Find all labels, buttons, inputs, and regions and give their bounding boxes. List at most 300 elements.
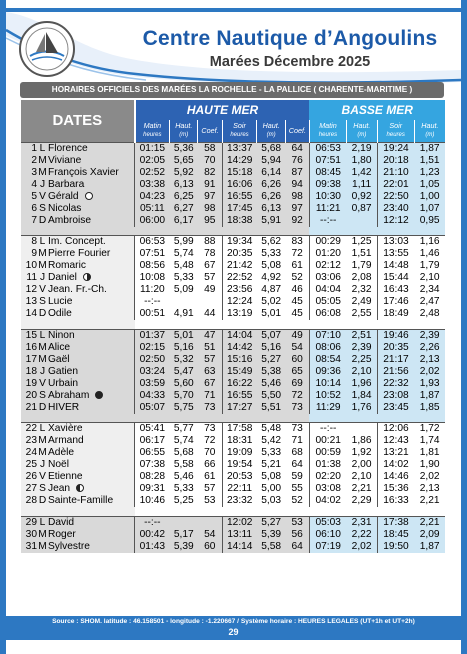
tide-row (21, 272, 445, 284)
saint-name: Gatien (48, 365, 79, 377)
date-cell (21, 378, 135, 390)
basse-mer-value: 1,25 (347, 236, 378, 249)
haute-mer-value: 5,00 (257, 483, 285, 495)
day-number: 3 (31, 166, 37, 178)
haute-mer-value: 07:51 (135, 248, 170, 260)
header-unit: (m) (266, 132, 276, 139)
saint-name: Gaël (48, 353, 70, 365)
haute-mer-value: 08:56 (135, 260, 170, 272)
header-label: Soir (233, 120, 246, 130)
spacer-cell (222, 507, 257, 516)
haute-mer-value: 78 (198, 248, 222, 260)
tide-row (21, 260, 445, 272)
haute-mer-value: 57 (198, 354, 222, 366)
haute-mer-value: 4,87 (257, 284, 285, 296)
haute-mer-value: 10:46 (135, 495, 170, 507)
basse-mer-value: 09:38 (309, 179, 346, 191)
haute-mer-value: 5,32 (170, 354, 198, 366)
basse-mer-value: 06:10 (309, 529, 346, 541)
dates-header: DATES (21, 100, 135, 142)
saint-name: Daniel (48, 272, 77, 283)
basse-mer-value: 1,00 (414, 191, 445, 203)
saint-name: Ambroise (48, 214, 92, 226)
haute-mer-value: 13:11 (222, 529, 257, 541)
basse-mer-value: 14:02 (377, 459, 414, 471)
basse-mer-value: 06:53 (309, 142, 346, 155)
basse-mer-value: 02:20 (309, 471, 346, 483)
day-number: 13 (25, 296, 37, 307)
date-cell (21, 308, 135, 320)
haute-mer-value: 45 (285, 296, 309, 308)
spacer-cell (170, 414, 198, 423)
date-cell (21, 203, 135, 215)
day-number: 9 (31, 248, 37, 259)
header-label: Matin (319, 120, 337, 130)
saint-name: Romaric (48, 260, 86, 271)
haute-mer-value: 5,50 (257, 390, 285, 402)
basse-mer-value: 1,51 (347, 248, 378, 260)
date-cell (21, 329, 135, 342)
basse-mer-value: 1,16 (414, 236, 445, 249)
basse-mer-value: 2,22 (347, 529, 378, 541)
basse-mer-value: 2,39 (347, 342, 378, 354)
haute-mer-value: 22:52 (222, 272, 257, 284)
basse-mer-value: 07:19 (309, 541, 346, 553)
day-number: 30 (25, 528, 37, 540)
basse-mer-value: 1,46 (414, 248, 445, 260)
tide-row (21, 296, 445, 308)
haute-mer-value: 6,26 (257, 191, 285, 203)
basse-mer-value: 1,81 (414, 447, 445, 459)
group-spacer (21, 507, 445, 516)
spacer-cell (377, 414, 414, 423)
haute-mer-value: 5,33 (257, 248, 285, 260)
basse-mer-value: --:-- (309, 423, 346, 436)
basse-mer-value: 2,09 (414, 529, 445, 541)
haute-mer-value: 18:31 (222, 435, 257, 447)
haute-mer-value: 5,74 (170, 248, 198, 260)
haute-mer-value: 05:07 (135, 402, 170, 414)
basse-mer-value: 19:24 (377, 142, 414, 155)
haute-mer-value: 5,46 (257, 378, 285, 390)
haute-mer-value: 73 (198, 423, 222, 436)
date-cell (21, 260, 135, 272)
basse-mer-value: 2,34 (414, 284, 445, 296)
day-letter: M (38, 353, 47, 365)
day-letter: J (39, 365, 46, 377)
tide-row (21, 203, 445, 215)
day-letter: M (38, 248, 47, 259)
header-label: Soir (389, 120, 403, 130)
haute-mer-value: 45 (285, 308, 309, 320)
haute-mer-value: 15:16 (222, 354, 257, 366)
haute-mer-value: 5,08 (257, 471, 285, 483)
haute-mer-value: 5,36 (170, 142, 198, 155)
spacer-cell (414, 227, 445, 236)
spacer-cell (414, 320, 445, 329)
basse-mer-value: 0,87 (347, 203, 378, 215)
date-cell (21, 248, 135, 260)
basse-mer-value: 12:43 (377, 435, 414, 447)
header-unit: heures (386, 132, 405, 139)
haute-mer-value: 5,17 (170, 529, 198, 541)
date-cell (21, 516, 135, 529)
haute-mer-value: 5,38 (257, 366, 285, 378)
day-number: 5 (31, 190, 37, 202)
date-cell (21, 179, 135, 191)
haute-mer-value: 92 (285, 215, 309, 227)
day-letter: M (38, 154, 47, 166)
header-label: Haut. (175, 120, 193, 130)
basse-mer-value: 2,25 (347, 354, 378, 366)
day-number: 2 (31, 154, 37, 166)
haute-mer-value: 18:38 (222, 215, 257, 227)
tide-row (21, 459, 445, 471)
basse-mer-value: 1,42 (347, 167, 378, 179)
haute-mer-value: 5,94 (257, 155, 285, 167)
header-label: Coef. (288, 125, 306, 135)
date-cell (21, 495, 135, 507)
haute-mer-value: 4,91 (170, 308, 198, 320)
spacer-cell (21, 320, 135, 329)
basse-mer-value: 01:38 (309, 459, 346, 471)
basse-mer-value: 1,11 (347, 179, 378, 191)
spacer-cell (285, 507, 309, 516)
haute-mer-value: 6,14 (257, 167, 285, 179)
haute-mer-value: 49 (285, 329, 309, 342)
haute-mer-value: 06:17 (135, 435, 170, 447)
spacer-cell (198, 414, 222, 423)
haute-mer-value: 5,01 (257, 308, 285, 320)
haute-mer-value: 5,07 (257, 329, 285, 342)
spacer-cell (21, 227, 135, 236)
haute-mer-value: 03:59 (135, 378, 170, 390)
tide-row (21, 435, 445, 447)
saint-name: Im. Concept. (48, 236, 106, 247)
basse-mer-value: 2,48 (414, 308, 445, 320)
tide-row (21, 342, 445, 354)
basse-mer-value: 21:10 (377, 167, 414, 179)
spacer-cell (309, 414, 346, 423)
date-cell (21, 284, 135, 296)
basse-mer-value: 1,84 (347, 390, 378, 402)
haute-mer-value: 10:08 (135, 272, 170, 284)
basse-mer-value: 2,29 (347, 495, 378, 507)
basse-mer-value: 10:52 (309, 390, 346, 402)
basse-mer-value: 16:43 (377, 284, 414, 296)
tide-row (21, 529, 445, 541)
day-number: 18 (25, 365, 37, 377)
haute-mer-value: 58 (198, 142, 222, 155)
spacer-cell (377, 507, 414, 516)
date-cell (21, 390, 135, 402)
basse-mer-value: 2,10 (347, 471, 378, 483)
saint-name: Noël (48, 459, 69, 470)
saint-name: François Xavier (48, 166, 119, 178)
header-label: Matin (143, 120, 162, 130)
haute-mer-value: 91 (198, 179, 222, 191)
haute-mer-value: 51 (198, 342, 222, 354)
haute-mer-value: 57 (198, 483, 222, 495)
date-cell (21, 529, 135, 541)
day-number: 6 (31, 202, 37, 214)
basse-mer-value: 2,08 (347, 272, 378, 284)
basse-mer-value: 11:21 (309, 203, 346, 215)
day-letter: L (39, 329, 46, 341)
date-cell (21, 483, 135, 495)
date-cell (21, 272, 135, 284)
haute-mer-value: 5,33 (257, 447, 285, 459)
basse-mer-value: 0,95 (414, 215, 445, 227)
basse-mer-value: 05:05 (309, 296, 346, 308)
day-letter: L (39, 236, 46, 247)
haute-mer-value: 5,27 (257, 354, 285, 366)
haute-mer-value: 17:27 (222, 402, 257, 414)
basse-mer-value: 05:03 (309, 516, 346, 529)
haute-mer-value: 98 (198, 203, 222, 215)
haute-mer-value: 17:45 (222, 203, 257, 215)
spacer-cell (347, 414, 378, 423)
basse-mer-value: 08:54 (309, 354, 346, 366)
haute-mer-value: 17:58 (222, 423, 257, 436)
haute-mer-value: 5,16 (257, 342, 285, 354)
haute-mer-value: 5,77 (170, 423, 198, 436)
haute-mer-value: 13:37 (222, 142, 257, 155)
haute-mer-value: 87 (285, 167, 309, 179)
haute-mer-value: 69 (285, 378, 309, 390)
haute-mer-value: 5,25 (170, 495, 198, 507)
haute-mer-value: 72 (285, 390, 309, 402)
basse-mer-value: 23:45 (377, 402, 414, 414)
haute-mer-value: 5,48 (170, 260, 198, 272)
haute-mer-value: 23:32 (222, 495, 257, 507)
haute-mer-value: 5,75 (170, 402, 198, 414)
day-number: 31 (25, 540, 37, 552)
haute-mer-value (198, 296, 222, 308)
spacer-cell (170, 227, 198, 236)
haute-mer-value (170, 296, 198, 308)
haute-mer-value: 5,48 (257, 423, 285, 436)
tide-row (21, 284, 445, 296)
haute-mer-value: 5,42 (257, 435, 285, 447)
basse-mer-value: 12:12 (377, 215, 414, 227)
haute-mer-value (170, 516, 198, 529)
day-letter: M (38, 341, 47, 353)
tide-row (21, 516, 445, 529)
full-moon-icon (85, 192, 93, 200)
haute-mer-value: 11:20 (135, 284, 170, 296)
haute-mer-value: 21:42 (222, 260, 257, 272)
basse-mer-value: 2,13 (414, 354, 445, 366)
spacer-cell (170, 320, 198, 329)
haute-mer-value: 5,51 (257, 402, 285, 414)
spacer-cell (135, 414, 170, 423)
basse-mer-value: 15:44 (377, 272, 414, 284)
haute-mer-value: 02:15 (135, 342, 170, 354)
header-label: Haut. (353, 120, 371, 130)
day-letter: V (39, 190, 46, 202)
day-letter: S (39, 483, 46, 494)
haute-mer-value: 72 (285, 248, 309, 260)
haute-mer-value: 53 (285, 516, 309, 529)
haute-mer-value: 6,17 (170, 215, 198, 227)
saint-name: Viviane (48, 154, 82, 166)
header-unit: (m) (179, 132, 189, 139)
club-logo-icon (18, 20, 76, 78)
haute-mer-header: HAUTE MER (135, 100, 310, 120)
basse-mer-value: 00:29 (309, 236, 346, 249)
day-letter: L (39, 142, 46, 154)
day-number: 22 (25, 423, 37, 434)
day-letter: S (39, 389, 46, 401)
tide-row (21, 378, 445, 390)
haute-mer-value: 63 (198, 366, 222, 378)
day-number: 24 (25, 447, 37, 458)
day-letter: M (38, 166, 47, 178)
header-unit: heures (318, 132, 338, 139)
right-frame (461, 0, 467, 654)
haute-mer-value: 15:18 (222, 167, 257, 179)
day-number: 1 (31, 142, 37, 154)
spacer-cell (257, 414, 285, 423)
basse-mer-value: 18:49 (377, 308, 414, 320)
tide-row (21, 142, 445, 155)
spacer-cell (135, 320, 170, 329)
haute-mer-value: 64 (285, 541, 309, 553)
bm-soir-header (377, 120, 414, 142)
basse-mer-value: 1,93 (414, 378, 445, 390)
spacer-cell (285, 320, 309, 329)
haute-mer-value: 5,02 (257, 296, 285, 308)
date-cell (21, 236, 135, 249)
spacer-cell (285, 227, 309, 236)
haute-mer-value: 5,03 (257, 495, 285, 507)
header-unit: (m) (357, 132, 367, 139)
haute-mer-value: 09:31 (135, 483, 170, 495)
basse-mer-header: BASSE MER (309, 100, 445, 120)
haute-mer-value: --:-- (135, 296, 170, 308)
day-number: 7 (31, 214, 37, 226)
basse-mer-value: 07:51 (309, 155, 346, 167)
basse-mer-value: 1,79 (414, 260, 445, 272)
basse-mer-value: 1,86 (347, 435, 378, 447)
basse-mer-value: 18:45 (377, 529, 414, 541)
header-label: Coef. (201, 125, 219, 135)
quarter-moon-icon (83, 273, 91, 281)
basse-mer-value: 2,02 (347, 541, 378, 553)
basse-mer-value: 1,85 (414, 402, 445, 414)
day-number: 29 (25, 516, 37, 528)
haute-mer-value: 64 (285, 142, 309, 155)
basse-mer-value: 08:06 (309, 342, 346, 354)
haute-mer-value: 70 (198, 155, 222, 167)
spacer-cell (222, 227, 257, 236)
spacer-cell (347, 320, 378, 329)
basse-mer-value: 08:45 (309, 167, 346, 179)
new-moon-icon (95, 391, 103, 399)
spacer-cell (21, 414, 135, 423)
spacer-cell (198, 320, 222, 329)
haute-mer-value: 49 (198, 284, 222, 296)
spacer-cell (309, 507, 346, 516)
haute-mer-value: 5,08 (257, 260, 285, 272)
saint-name: HIVER (48, 401, 80, 413)
day-number: 27 (25, 483, 37, 494)
day-number: 26 (25, 471, 37, 482)
haute-mer-value: 5,62 (257, 236, 285, 249)
basse-mer-value: 00:59 (309, 447, 346, 459)
basse-mer-value: 20:35 (377, 342, 414, 354)
haute-mer-value: 5,33 (170, 272, 198, 284)
day-letter: M (38, 435, 47, 446)
haute-mer-value: 70 (198, 447, 222, 459)
spacer-cell (347, 227, 378, 236)
saint-name: Pierre Fourier (48, 248, 111, 259)
saint-name: Sainte-Famille (48, 495, 114, 506)
day-letter: L (39, 516, 46, 528)
tide-row (21, 390, 445, 402)
haute-mer-value: 19:34 (222, 236, 257, 249)
spacer-cell (285, 414, 309, 423)
day-letter: J (39, 178, 46, 190)
haute-mer-value: 12:02 (222, 516, 257, 529)
day-letter: J (39, 459, 46, 470)
spacer-cell (377, 227, 414, 236)
date-cell (21, 342, 135, 354)
day-number: 11 (26, 272, 37, 283)
haute-mer-value: 14:29 (222, 155, 257, 167)
haute-mer-value: 01:15 (135, 142, 170, 155)
haute-mer-value: 5,39 (170, 541, 198, 553)
basse-mer-value: 06:08 (309, 308, 346, 320)
tide-row (21, 483, 445, 495)
spacer-cell (21, 507, 135, 516)
tide-row (21, 366, 445, 378)
date-cell (21, 142, 135, 155)
date-cell (21, 402, 135, 414)
basse-mer-value: 13:03 (377, 236, 414, 249)
tide-row (21, 215, 445, 227)
haute-mer-value: 5,39 (257, 529, 285, 541)
spacer-cell (257, 320, 285, 329)
day-letter: L (39, 423, 46, 434)
basse-mer-value: 2,10 (414, 272, 445, 284)
group-spacer (21, 414, 445, 423)
basse-mer-value: 2,55 (347, 308, 378, 320)
haute-mer-value: 6,26 (257, 179, 285, 191)
spacer-cell (198, 227, 222, 236)
saint-name: Abraham (48, 389, 90, 401)
haute-mer-value: 97 (198, 191, 222, 203)
haute-mer-value: 5,58 (170, 459, 198, 471)
haute-mer-value: 83 (285, 236, 309, 249)
left-frame (0, 0, 6, 654)
day-letter: D (38, 401, 47, 413)
day-letter: V (39, 471, 46, 482)
day-letter: M (38, 528, 47, 540)
haute-mer-value: 54 (285, 342, 309, 354)
spacer-cell (309, 320, 346, 329)
day-number: 17 (25, 353, 37, 365)
spacer-cell (222, 414, 257, 423)
haute-mer-value: 52 (285, 272, 309, 284)
tide-row (21, 447, 445, 459)
haute-mer-value: 16:22 (222, 378, 257, 390)
basse-mer-value: 1,80 (347, 155, 378, 167)
haute-mer-value: 04:33 (135, 390, 170, 402)
basse-mer-value: --:-- (309, 215, 346, 227)
haute-mer-value: 03:24 (135, 366, 170, 378)
